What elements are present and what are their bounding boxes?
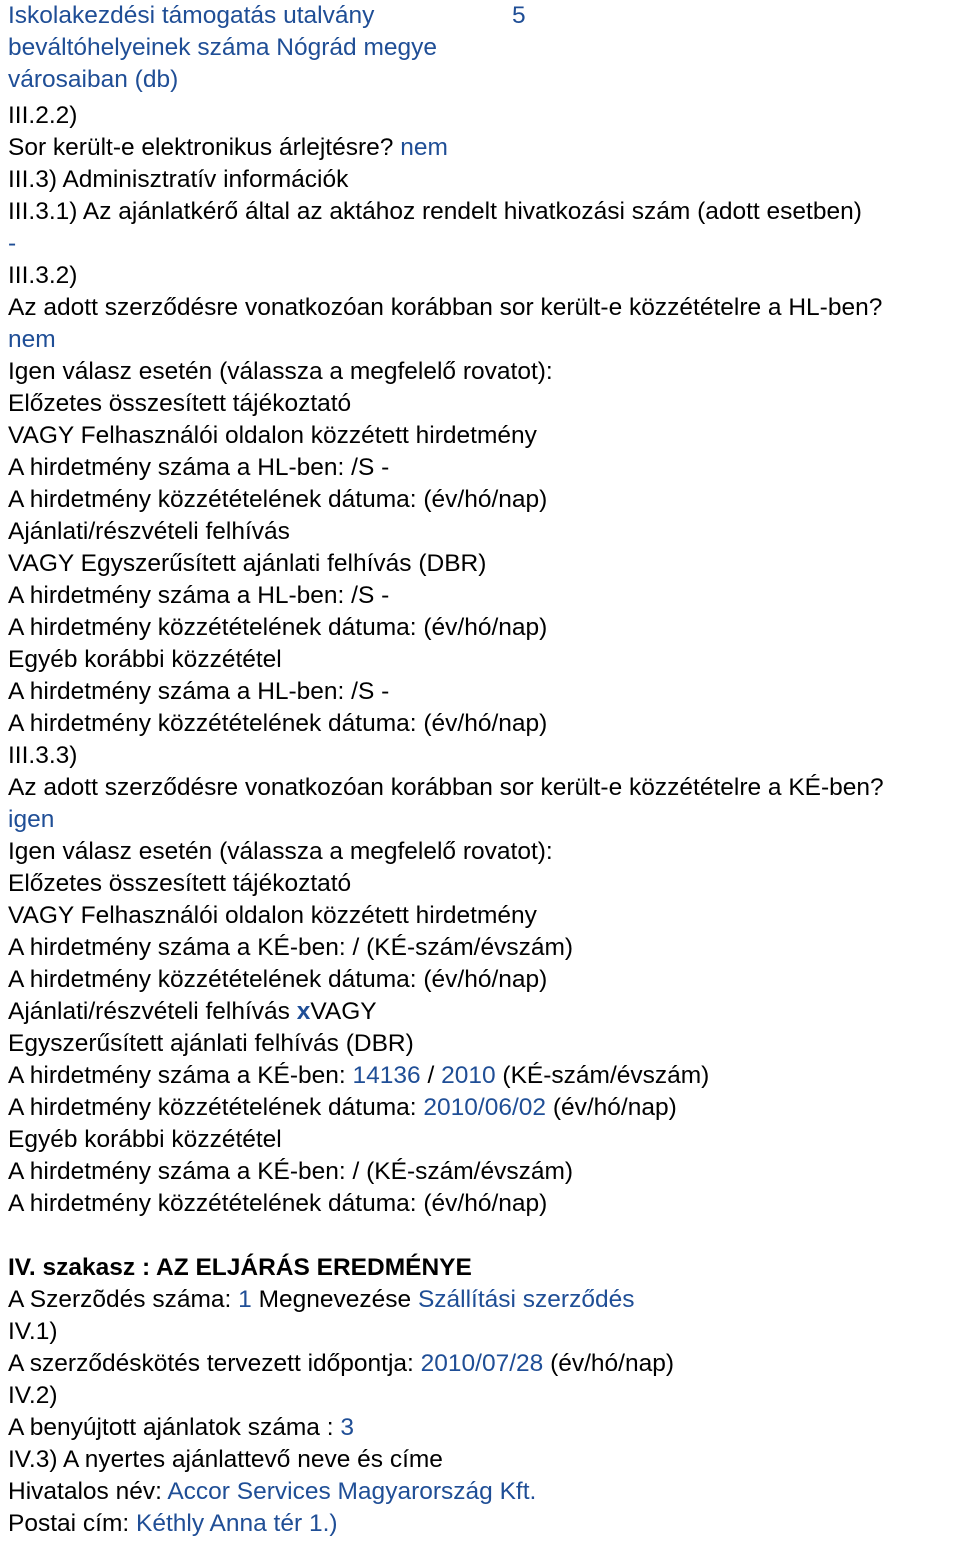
reference-number-value: - bbox=[8, 230, 17, 257]
text-line: A hirdetmény közzétételének dátuma: (év/hó/nap) bbox=[8, 966, 548, 993]
section-title-IV-3: IV.3) A nyertes ajánlattevő neve és címe bbox=[8, 1446, 443, 1473]
section-title-III-3: III.3) Adminisztratív információk bbox=[8, 166, 349, 193]
notice-year: 2010 bbox=[441, 1062, 496, 1089]
text-line: Egyszerűsített ajánlati felhívás (DBR) bbox=[8, 1030, 414, 1057]
official-name: Accor Services Magyarország Kft. bbox=[167, 1478, 537, 1505]
text: A szerződéskötés tervezett időpontja: bbox=[8, 1350, 421, 1377]
text-line: Egyéb korábbi közzététel bbox=[8, 1126, 282, 1153]
text-line: Igen válasz esetén (válassza a megfelelő rovatot): bbox=[8, 358, 553, 385]
answer-hl-publication: nem bbox=[8, 326, 56, 353]
text: Postai cím: bbox=[8, 1510, 136, 1537]
section-id-IV-2: IV.2) bbox=[8, 1382, 58, 1409]
section-id-III-3-3: III.3.3) bbox=[8, 742, 78, 769]
notice-number: 14136 bbox=[352, 1062, 421, 1089]
text-line: A hirdetmény száma a KÉ-ben: / (KÉ-szám/évszám) bbox=[8, 1158, 574, 1185]
selected-mark: x bbox=[296, 998, 311, 1025]
text-line: A hirdetmény közzétételének dátuma: (év/hó/nap) bbox=[8, 1190, 548, 1217]
official-name-line bbox=[8, 1476, 536, 1508]
table-value: 5 bbox=[512, 2, 526, 29]
contract-name: Szállítási szerződés bbox=[417, 1286, 635, 1313]
text: A Szerzõdés száma: bbox=[8, 1286, 239, 1313]
text: A benyújtott ajánlatok száma : bbox=[8, 1414, 341, 1441]
postal-address: Kéthly Anna tér 1.) bbox=[135, 1510, 338, 1537]
text: Hivatalos név: bbox=[8, 1478, 168, 1505]
contract-number: 1 bbox=[238, 1286, 252, 1313]
question-ke-publication: Az adott szerződésre vonatkozóan korábban sor került-e közzétételre a KÉ-ben? bbox=[8, 774, 884, 801]
table-label-line-1: Iskolakezdési támogatás utalvány bbox=[8, 2, 375, 29]
text-line: A hirdetmény száma a HL-ben: /S - bbox=[8, 582, 390, 609]
text: (év/hó/nap) bbox=[543, 1350, 675, 1377]
text-line: Előzetes összesített tájékoztató bbox=[8, 870, 352, 897]
table-label-line-2: beváltóhelyeinek száma Nógrád megye bbox=[8, 34, 437, 61]
bids-line bbox=[8, 1412, 354, 1444]
text-line: VAGY Felhasználói oldalon közzétett hirdetmény bbox=[8, 902, 537, 929]
postal-address-line bbox=[8, 1508, 338, 1540]
text: A hirdetmény közzétételének dátuma: bbox=[8, 1094, 424, 1121]
text-line: A hirdetmény száma a KÉ-ben: / (KÉ-szám/évszám) bbox=[8, 934, 574, 961]
text: (KÉ-szám/évszám) bbox=[495, 1062, 710, 1089]
text: (év/hó/nap) bbox=[546, 1094, 677, 1121]
text: / bbox=[420, 1062, 442, 1089]
contract-date-line bbox=[8, 1348, 674, 1380]
text-line: Igen válasz esetén (válassza a megfelelő rovatot): bbox=[8, 838, 553, 865]
answer-value: nem bbox=[400, 134, 448, 161]
section-heading-IV: IV. szakasz : AZ ELJÁRÁS EREDMÉNYE bbox=[8, 1254, 472, 1281]
section-id-III-3-2: III.3.2) bbox=[8, 262, 78, 289]
text-line: Egyéb korábbi közzététel bbox=[8, 646, 282, 673]
notice-date: 2010/06/02 bbox=[423, 1094, 547, 1121]
text-line: A hirdetmény száma a HL-ben: /S - bbox=[8, 678, 390, 705]
notice-number-line bbox=[8, 1060, 709, 1092]
question-e-auction bbox=[8, 132, 448, 164]
text: Megnevezése bbox=[251, 1286, 418, 1313]
contract-date: 2010/07/28 bbox=[420, 1350, 544, 1377]
contract-line bbox=[8, 1284, 634, 1316]
text-line: A hirdetmény közzétételének dátuma: (év/hó/nap) bbox=[8, 486, 548, 513]
text-line: A hirdetmény közzétételének dátuma: (év/hó/nap) bbox=[8, 710, 548, 737]
text: A hirdetmény száma a KÉ-ben: bbox=[8, 1062, 353, 1089]
text-line: VAGY Egyszerűsített ajánlati felhívás (DBR) bbox=[8, 550, 487, 577]
section-id-IV-1: IV.1) bbox=[8, 1318, 58, 1345]
text-line: Ajánlati/részvételi felhívás bbox=[8, 518, 290, 545]
invitation-line bbox=[8, 996, 377, 1028]
text-line: Előzetes összesített tájékoztató bbox=[8, 390, 352, 417]
answer-ke-publication: igen bbox=[8, 806, 55, 833]
section-title-III-3-1: III.3.1) Az ajánlatkérő által az aktához rendelt hivatkozási szám (adott esetben) bbox=[8, 198, 862, 225]
text-line: A hirdetmény száma a HL-ben: /S - bbox=[8, 454, 390, 481]
notice-date-line bbox=[8, 1092, 677, 1124]
question-hl-publication: Az adott szerződésre vonatkozóan korábban sor került-e közzétételre a HL-ben? bbox=[8, 294, 883, 321]
text-line: VAGY Felhasználói oldalon közzétett hirdetmény bbox=[8, 422, 537, 449]
text: Ajánlati/részvételi felhívás bbox=[8, 998, 297, 1025]
question-text: Sor került-e elektronikus árlejtésre? bbox=[8, 134, 394, 161]
table-label-line-3: városaiban (db) bbox=[8, 66, 179, 93]
section-id-III-2-2: III.2.2) bbox=[8, 102, 78, 129]
bids-count: 3 bbox=[340, 1414, 354, 1441]
text-line: A hirdetmény közzétételének dátuma: (év/hó/nap) bbox=[8, 614, 548, 641]
text: VAGY bbox=[310, 998, 377, 1025]
